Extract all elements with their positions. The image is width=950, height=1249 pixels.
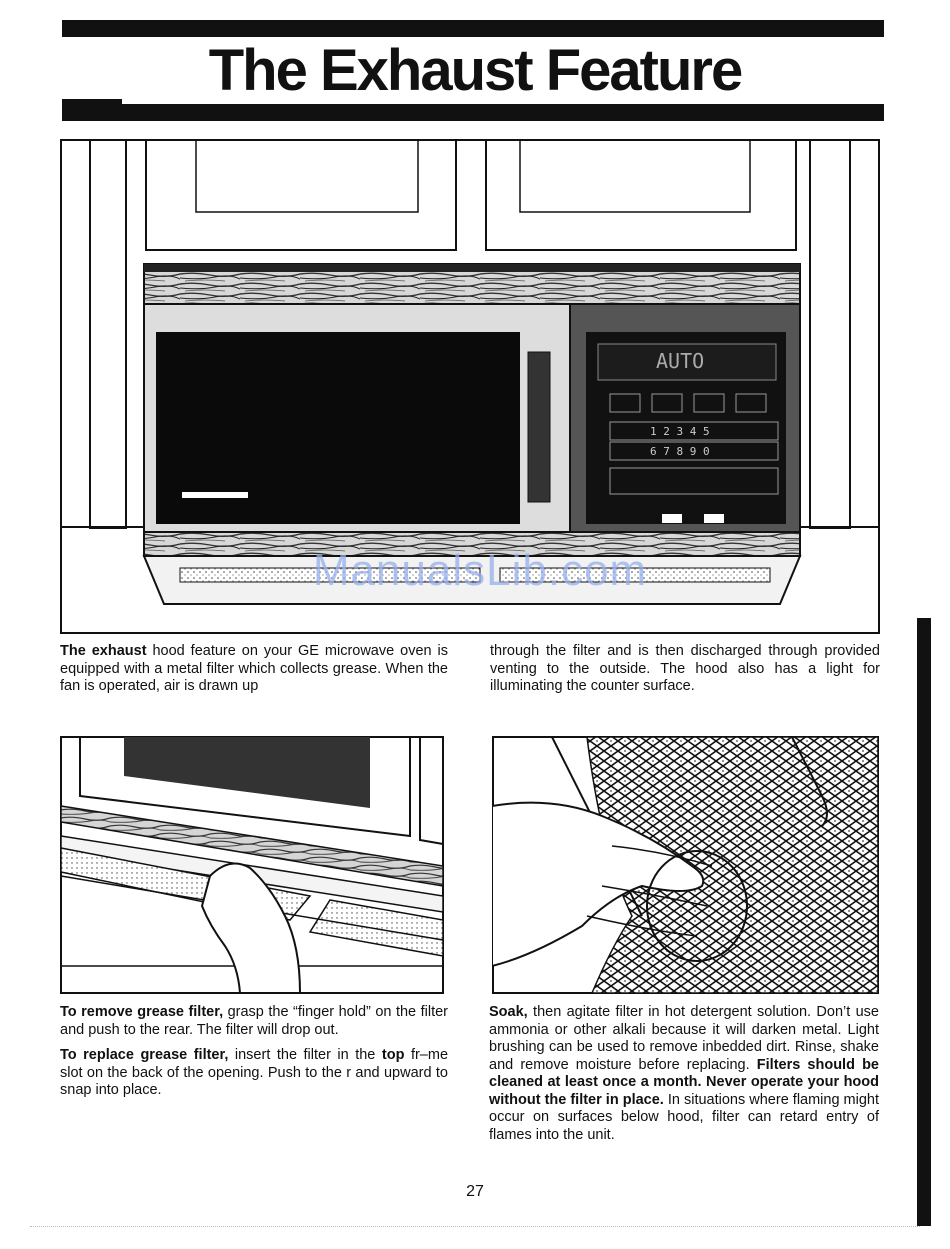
intro-right-text: through the filter and is then discharged through provided venting to the outside. The hood also has a light for illuminating the counter surface. — [490, 643, 880, 694]
soak-body-2: In situations where flaming might occur on surfaces below hood, filter can retard entry of flames into the unit. — [489, 1091, 880, 1143]
page-title: The Exhaust Feature — [208, 38, 742, 103]
intro-lead: The exhaust — [60, 643, 147, 659]
display-readout: AUTO — [656, 349, 705, 373]
soak-lead: Soak, — [489, 1004, 528, 1020]
watermark: ManualsLib.com — [312, 546, 648, 595]
remove-replace-column — [60, 1004, 448, 1108]
remove-body: grasp the “finger hold” on the filter and push to the rear. The filter will drop out. — [60, 1004, 448, 1038]
soak-paragraph — [489, 1004, 879, 1144]
keypad-row-2: 6 7 8 9 0 — [650, 445, 710, 458]
remove-lead: To remove grease filter, — [60, 1004, 224, 1020]
intro-left-text: hood feature on your GE microwave oven is equipped with a metal filter which collects grease. When the fan is operated, air is drawn up — [60, 643, 448, 694]
replace-body-2: fr–me slot on the back of the opening. Push to the r and upward to snap into place. — [60, 1047, 449, 1098]
remove-paragraph — [60, 1004, 448, 1039]
soak-bold-warning: Filters should be cleaned at least once a month. Never operate your hood without the filter in place. — [489, 1056, 879, 1108]
header-bottom-rule — [62, 104, 884, 121]
intro-left-column — [60, 643, 448, 704]
filter-removal-illustration — [60, 736, 444, 994]
intro-right-column — [490, 643, 880, 704]
page-number: 27 — [466, 1183, 484, 1200]
header-top-rule — [62, 20, 884, 37]
soak-column — [489, 1004, 879, 1152]
replace-bold-top: top — [381, 1047, 405, 1063]
replace-paragraph — [60, 1047, 448, 1100]
filter-soaking-illustration — [492, 736, 879, 994]
keypad-row-1: 1 2 3 4 5 — [650, 425, 710, 438]
replace-lead: To replace grease filter, — [60, 1047, 229, 1063]
footer-rule — [30, 1226, 920, 1227]
replace-body-1: insert the filter in the — [228, 1047, 382, 1063]
soak-body-1: then agitate filter in hot detergent solution. Don’t use ammonia or other alkali because it will darken metal. Light brushing can be used to remove inbedded dirt. Rinse, shake and remove moisture before replacing. — [489, 1004, 879, 1073]
side-edge-rule — [917, 618, 931, 1226]
